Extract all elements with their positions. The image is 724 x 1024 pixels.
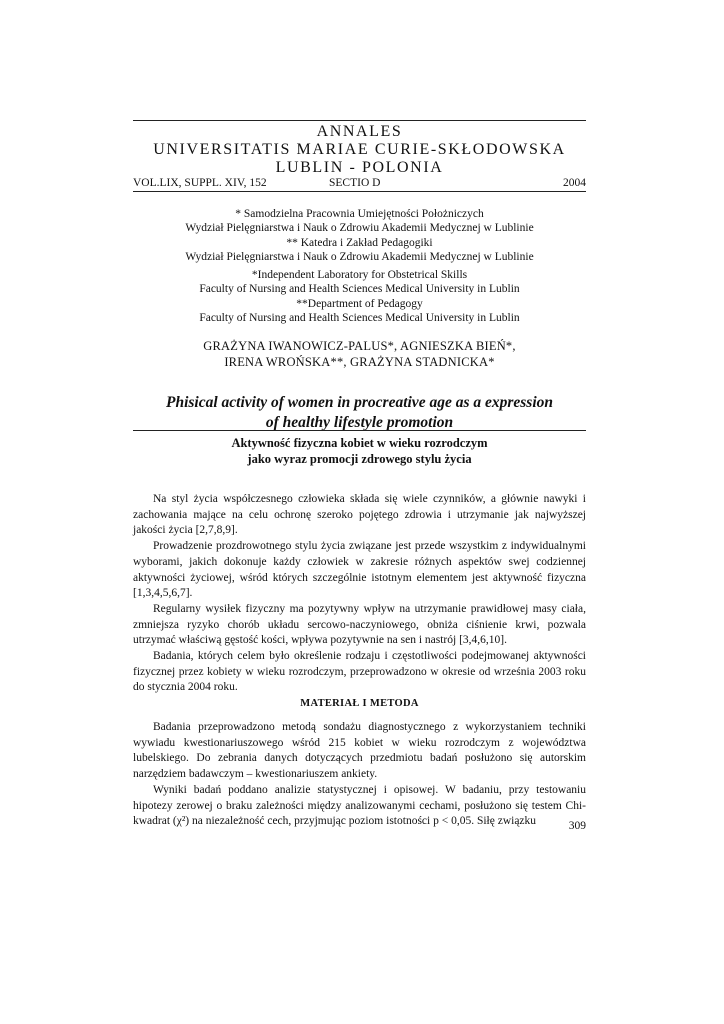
paragraph: Badania przeprowadzono metodą sondażu diagnostycznego z wykorzystaniem techniki wywiadu kwestionariuszowego wśród 215 kobiet w wieku rozrodczym z województwa lubelskiego. Do zebrania danych dotyczących przedmiotu badań posłużono się autorskim narzędziem badawczym – kwestionariuszem ankiety. bbox=[133, 721, 586, 781]
article-title-polish bbox=[133, 435, 586, 467]
affiliation-line: * Samodzielna Pracownia Umiejętności Położniczych bbox=[235, 208, 484, 220]
section-heading: MATERIAŁ I METODA bbox=[300, 698, 419, 709]
affiliation-line: **Department of Pedagogy bbox=[296, 297, 423, 310]
top-rule bbox=[133, 120, 586, 121]
page-number: 309 bbox=[568, 820, 586, 832]
method-text bbox=[133, 720, 586, 830]
affiliation-line: *Independent Laboratory for Obstetrical Skills bbox=[251, 269, 468, 281]
title-rule bbox=[133, 430, 586, 431]
author-line: GRAŻYNA IWANOWICZ-PALUS*, AGNIESZKA BIEŃ*, bbox=[203, 339, 516, 353]
header-bottom-rule bbox=[133, 191, 586, 192]
journal-title-line-1: ANNALES bbox=[316, 123, 403, 140]
affiliation-line: Wydział Pielęgniarstwa i Nauk o Zdrowiu Akademii Medycznej w Lublinie bbox=[185, 222, 534, 235]
introduction-text bbox=[133, 492, 586, 696]
paragraph: Na styl życia współczesnego człowieka składa się wiele czynników, a głównie nawyki i zachowania mające na celu ochronę szeroko pojętego zdrowia i utrzymanie jak najwyższej jakości życia [2,7,8,9]. bbox=[133, 493, 586, 537]
paragraph: Regularny wysiłek fizyczny ma pozytywny wpływ na utrzymanie prawidłowej masy ciała, zmniejsza ryzyko chorób układu sercowo-naczyniowego, obniża ciśnienie krwi, pozwala utrzymać właściwą gęstość kości, wpływa pozytywnie na sen i nastrój [3,4,6,10]. bbox=[133, 602, 586, 647]
affiliation-line: Faculty of Nursing and Health Sciences Medical University in Lublin bbox=[199, 283, 520, 296]
affiliation-line: ** Katedra i Zakład Pedagogiki bbox=[286, 236, 433, 249]
title-line: Phisical activity of women in procreative age as a expression bbox=[165, 394, 554, 411]
article-title-english bbox=[133, 393, 586, 432]
affiliation-line: Wydział Pielęgniarstwa i Nauk o Zdrowiu Akademii Medycznej w Lublinie bbox=[185, 251, 534, 264]
author-line: IRENA WROŃSKA**, GRAŻYNA STADNICKA* bbox=[224, 355, 495, 369]
title-line: Aktywność fizyczna kobiet w wieku rozrodczym bbox=[231, 436, 488, 450]
affiliations-polish bbox=[133, 207, 586, 265]
journal-title-line-3: LUBLIN - POLONIA bbox=[275, 159, 444, 176]
title-line: jako wyraz promocji zdrowego stylu życia bbox=[247, 452, 472, 466]
sectio-info: SECTIO D bbox=[329, 177, 381, 189]
author-list bbox=[133, 338, 586, 370]
paragraph: Wyniki badań poddano analizie statystycznej i opisowej. W badaniu, przy testowaniu hipotezy zerowej o braku zależności między analizowanymi cechami, posłużono się testem Chi-kwadrat (χ²) na niezależność cech, przyjmując poziom istotności p < 0,05. Siłę związku bbox=[133, 783, 586, 828]
affiliation-line: Faculty of Nursing and Health Sciences Medical University in Lublin bbox=[199, 312, 520, 325]
affiliations-english bbox=[133, 268, 586, 326]
title-line: of healthy lifestyle promotion bbox=[265, 413, 454, 431]
volume-info: VOL.LIX, SUPPL. XIV, 152 bbox=[133, 177, 267, 189]
paragraph: Badania, których celem było określenie rodzaju i częstotliwości podejmowanej aktywności fizycznej przez kobiety w wieku rozrodczym, przeprowadzono w okresie od września 2003 roku do stycznia 2004 roku. bbox=[133, 650, 586, 694]
paragraph: Prowadzenie prozdrowotnego stylu życia związane jest przede wszystkim z indywidualnymi wyborami, jakich dokonuje każdy człowiek w zakresie różnych aspektów swej codziennej aktywności życiowej, wśród których szczególnie istotnym elementem jest aktywność fizyczna [1,3,4,5,6,7]. bbox=[133, 540, 586, 600]
journal-title-line-2: UNIVERSITATIS MARIAE CURIE-SKŁODOWSKA bbox=[153, 141, 566, 158]
year-info: 2004 bbox=[563, 177, 586, 189]
